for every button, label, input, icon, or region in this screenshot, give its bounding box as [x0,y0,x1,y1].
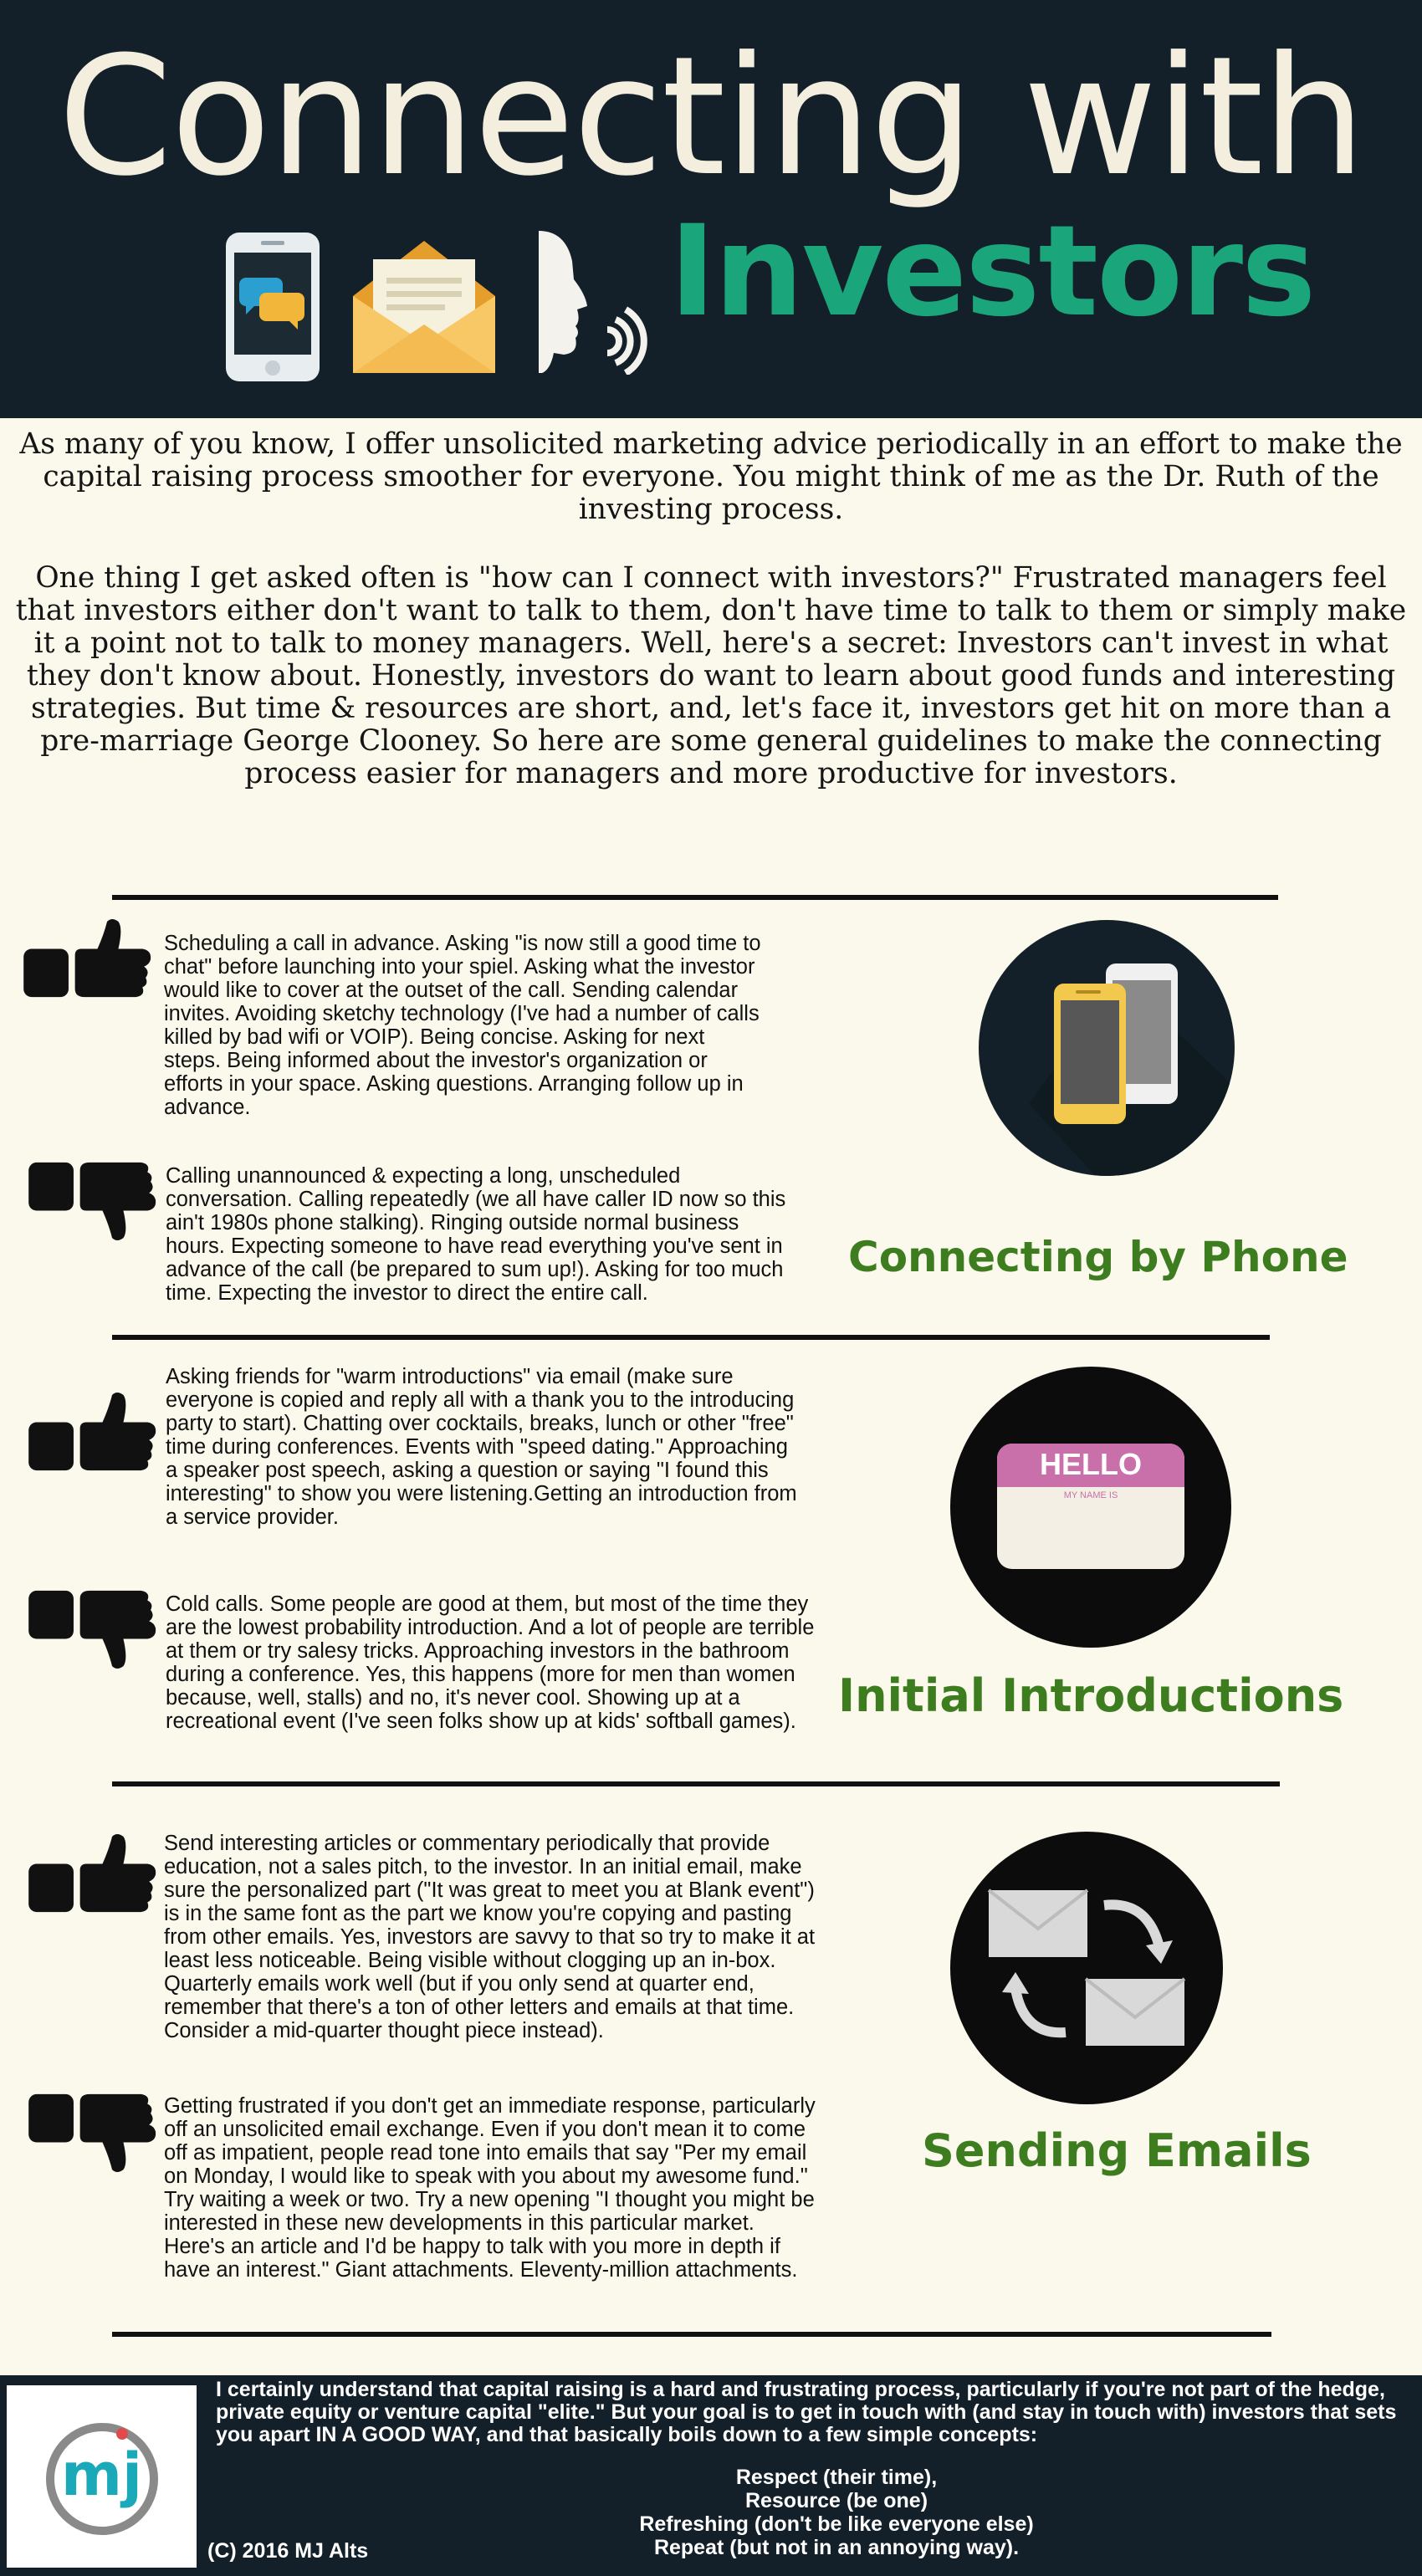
page-title-line1: Connecting with [58,22,1364,212]
email-do-text: Send interesting articles or commentary periodically that provide education, not a sales pitch, to the investor. In an initial email, make sure the personalized part ("It was great to meet you at Blank event") is in the same font as the part we know you're copying and pasting from other emails. Yes, investors are savvy to that so try to make it at least less noticeable. Being visible without clogging up an in-box. Quarterly emails work well (but if you only send at quarter end, remember that there's a ton of other letters and emails at that time. Consider a mid-quarter thought piece instead). [164,1832,816,2042]
concept-item: Respect (their time), [735,2466,938,2489]
thumbs-down-icon [28,1589,157,1669]
intro-paragraph-1: As many of you know, I offer unsolicited marketing advice periodically in an effort to make the capital raising process smoother for everyone. You might think of me as the Dr. Ruth of the investing process. [19,427,1403,526]
intro-do-text: Asking friends for "warm introductions" via email (make sure everyone is copied and reply all with a thank you to the introducing party to start). Chatting over cocktails, breaks, lunch or other "free" time during conferences. Events with "speed dating." Approaching a speaker post speech, asking a question or saying "I found this interesting" to show you were listening.Getting an introduction from a service provider. [166,1365,797,1529]
footer-concepts [552,2466,1121,2559]
concept-item: Refreshing (don't be like everyone else) [639,2512,1034,2536]
phones-icon [979,920,1235,1176]
name-tag-icon [950,1367,1231,1648]
page-title-line2: Investors [669,199,1315,345]
divider [112,895,1278,900]
logo-text: mj [61,2441,142,2509]
email-dont-text: Getting frustrated if you don't get an immediate response, particularly off an unsolicited email exchange. Even if you don't mean it to come off as impatient, people read tone into emails that say "Per my email on Monday, I would like to speak with you about my awesome fund." Try waiting a week or two. Try a new opening "I thought you might be interested in these new developments in this particular market. Here's an article and I'd be happy to talk with you more in depth if have an interest." Giant attachments. Eleventy-million attachments. [164,2094,816,2282]
badge-name: MY NAME IS [1063,1490,1118,1500]
thumbs-down-icon [28,1161,157,1241]
concept-item: Resource (be one) [744,2489,928,2512]
logo [7,2385,197,2568]
envelope-icon [350,238,499,376]
section-title-introductions: Initial Introductions [838,1669,1344,1722]
footer-text: I certainly understand that capital raising is a hard and frustrating process, particularly if you're not part of the hedge, private equity or venture capital "elite." But your goal is to get in touch with (and stay in touch with) investors that sets you apart IN A GOOD WAY, and that basically boils down to a few simple concepts: [216,2378,1397,2446]
badge-hello: HELLO [1040,1447,1142,1481]
divider [112,1335,1270,1340]
thumbs-up-icon [28,1833,157,1914]
divider [112,2332,1271,2337]
intro-dont-text: Cold calls. Some people are good at them, but most of the time they are the lowest probability introduction. And a lot of people are terrible at them or try salesy tricks. Approaching investors in the bathroom during a conference. Yes, this happens (more for men than women because, well, stalls) and no, it's never cool. Showing up at a recreational event (I've seen folks show up at kids' softball games). [166,1592,815,1733]
email-exchange-icon [950,1832,1223,2104]
thumbs-down-icon [28,2093,157,2173]
copyright: (C) 2016 MJ Alts [207,2539,369,2563]
phone-dont-text: Calling unannounced & expecting a long, unscheduled conversation. Calling repeatedly (we all have caller ID now so this ain't 1980s phone stalking). Ringing outside normal business hours. Expecting someone to have read everything you've sent in advance of the call (be prepared to sum up!). Asking for too much time. Expecting the investor to direct the entire call. [166,1164,786,1305]
section-title-phone: Connecting by Phone [848,1233,1348,1281]
thumbs-up-icon [28,1392,157,1472]
divider [112,1781,1280,1786]
section-title-emails: Sending Emails [922,2124,1312,2177]
concept-item: Repeat (but not in an annoying way). [653,2536,1020,2559]
phone-do-text: Scheduling a call in advance. Asking "is now still a good time to chat" before launching into your spiel. Asking what the investor would like to cover at the outset of the call. Sending calendar invites. Avoiding sketchy technology (I've had a number of calls killed by bad wifi or VOIP). Being concise. Asking for next steps. Being informed about the investor's organization or efforts in your space. Asking questions. Arranging follow up in advance. [164,932,761,1119]
intro-paragraph-2: One thing I get asked often is "how can I connect with investors?" Frustrated managers feel that investors either don't want to talk to them, don't have time to talk to them or simply make it a point not to talk to money managers. Well, here's a secret: Investors can't invest in what they don't know about. Honestly, investors do want to learn about good funds and interesting strategies. But time & resources are short, and, let's face it, investors get hit on more than a pre-marriage George Clooney. So here are some general guidelines to make the connecting process easier for managers and more productive for investors. [15,561,1407,790]
thumbs-up-icon [23,918,152,999]
speaking-face-icon [535,227,652,375]
smartphone-chat-icon [224,231,321,383]
